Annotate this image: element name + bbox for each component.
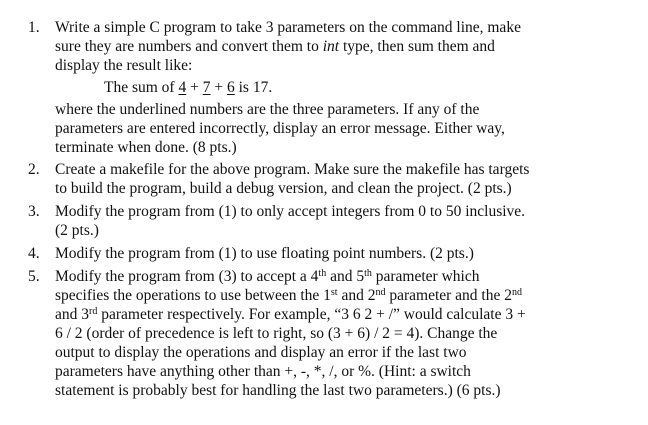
q5-l2-c: and 2 — [337, 287, 376, 304]
question-3-line-1: Modify the program from (1) to only accept integers from 0 to 50 inclusive. — [55, 203, 526, 220]
q5-l2-sup-2: nd — [375, 287, 386, 298]
example-plus-1: + — [186, 79, 203, 96]
question-1-number: 1. — [28, 19, 40, 36]
question-2-line-2: to build the program, build a debug version, and clean the project. (2 pts.) — [55, 180, 512, 197]
question-1-line-1: Write a simple C program to take 3 parameters on the command line, make — [55, 19, 521, 36]
example-param-1: 4 — [178, 79, 187, 96]
question-2-line-1: Create a makefile for the above program. Make sure the makefile has targets — [55, 161, 530, 178]
question-1-line-5: where the underlined numbers are the three parameters. If any of the — [55, 101, 480, 118]
question-4-number: 4. — [28, 245, 40, 262]
example-plus-2: + — [210, 79, 227, 96]
question-2-number: 2. — [28, 161, 40, 178]
question-3-line-2: (2 pts.) — [55, 222, 99, 239]
question-1-line-2-start: sure they are numbers and convert them to — [55, 38, 323, 55]
example-suffix: is 17. — [234, 79, 273, 96]
question-5-line-7: statement is probably best for handling the last two parameters.) (6 pts.) — [55, 382, 501, 399]
question-5-line-6: parameters have anything other than +, -, *, /, or %. (Hint: a switch — [55, 363, 471, 380]
q5-l3-sup-1: rd — [89, 306, 98, 317]
question-1-line-2 — [55, 37, 495, 57]
question-4-line-1: Modify the program from (1) to use floating point numbers. (2 pts.) — [55, 245, 474, 262]
question-5-line-1 — [55, 267, 479, 287]
example-output — [104, 78, 272, 98]
q5-l1-sup-1: th — [318, 268, 327, 279]
question-1-line-2-end: type, then sum them and — [339, 38, 495, 55]
question-1-line-6: parameters are entered incorrectly, display an error message. Either way, — [55, 120, 505, 137]
question-3-number: 3. — [28, 203, 40, 220]
question-5-line-4: 6 / 2 (order of precedence is left to right, so (3 + 6) / 2 = 4). Change the — [55, 325, 498, 342]
q5-l1-e: parameter which — [371, 268, 480, 285]
q5-l2-sup-3: nd — [512, 287, 522, 298]
example-param-2: 7 — [202, 79, 211, 96]
q5-l1-c: and 5 — [326, 268, 365, 285]
int-keyword: int — [322, 38, 340, 55]
q5-l2-e: parameter and the 2 — [385, 287, 512, 304]
question-1-line-7: terminate when done. (8 pts.) — [55, 139, 237, 156]
question-5-line-5: output to display the operations and display an error if the last two — [55, 344, 467, 361]
q5-l2-a: specifies the operations to use between the 1 — [55, 287, 331, 304]
q5-l3-c: parameter respectively. For example, “3 6 2 + /” would calculate 3 + — [97, 306, 526, 323]
q5-l1-sup-2: th — [364, 268, 372, 279]
question-5-line-2 — [55, 286, 522, 306]
q5-l3-a: and 3 — [55, 306, 90, 323]
q5-l2-sup-1: st — [330, 287, 338, 298]
question-5-line-3 — [55, 305, 526, 325]
example-param-3: 6 — [226, 79, 235, 96]
q5-l1-a: Modify the program from (3) to accept a 4 — [55, 268, 319, 285]
question-5-number: 5. — [28, 268, 40, 285]
example-prefix: The sum of — [104, 79, 179, 96]
question-1-line-3: display the result like: — [55, 57, 193, 74]
